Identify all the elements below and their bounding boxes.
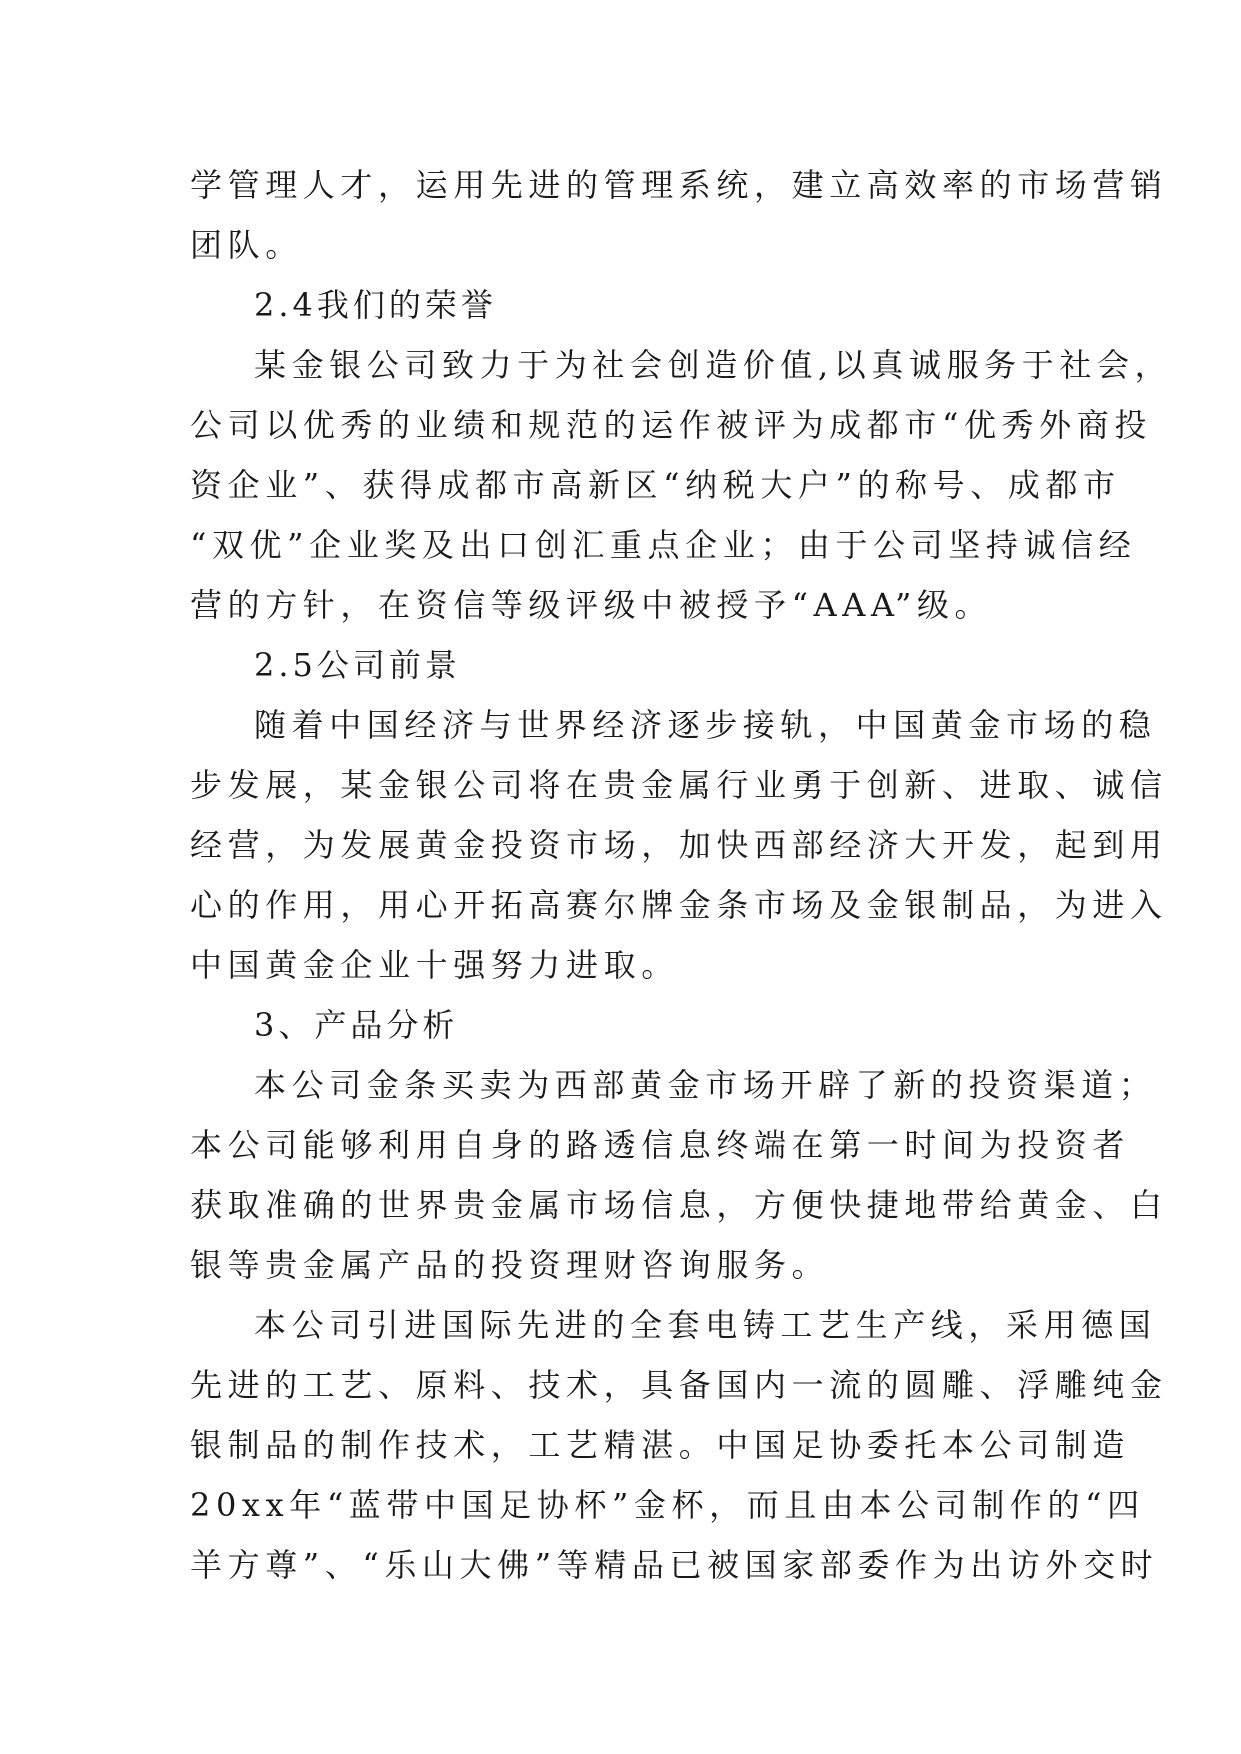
paragraph-line: 心的作用，用心开拓高赛尔牌金条市场及金银制品，为进入	[190, 886, 1168, 924]
section-heading: 2.4我们的荣誉	[254, 286, 497, 324]
paragraph-line: 学管理人才，运用先进的管理系统，建立高效率的市场营销	[190, 166, 1168, 204]
paragraph-line: 银等贵金属产品的投资理财咨询服务。	[190, 1246, 830, 1284]
paragraph-line: 团队。	[190, 226, 303, 264]
section-heading: 3、产品分析	[254, 1006, 459, 1044]
paragraph-line: 本公司能够利用自身的路透信息终端在第一时间为投资者	[190, 1126, 1131, 1164]
body-text	[190, 155, 1173, 1595]
paragraph-line: 银制品的制作技术，工艺精湛。中国足协委托本公司制造	[190, 1426, 1131, 1464]
paragraph-line: 中国黄金企业十强努力进取。	[190, 946, 679, 984]
paragraph-line: “双优”企业奖及出口创汇重点企业；由于公司坚持诚信经	[190, 526, 1137, 564]
paragraph-line: 先进的工艺、原料、技术，具备国内一流的圆雕、浮雕纯金	[190, 1366, 1168, 1404]
paragraph-line: 羊方尊”、“乐山大佛”等精品已被国家部委作为出访外交时	[190, 1546, 1159, 1584]
paragraph-line: 20xx年“蓝带中国足协杯”金杯，而且由本公司制作的“四	[190, 1486, 1145, 1524]
paragraph-line: 本公司金条买卖为西部黄金市场开辟了新的投资渠道；	[254, 1066, 1157, 1104]
paragraph-line: 某金银公司致力于为社会创造价值,以真诚服务于社会，	[254, 346, 1173, 384]
paragraph-line: 获取准确的世界贵金属市场信息，方便快捷地带给黄金、白	[190, 1186, 1168, 1224]
paragraph-line: 步发展，某金银公司将在贵金属行业勇于创新、进取、诚信	[190, 766, 1168, 804]
paragraph-line: 公司以优秀的业绩和规范的运作被评为成都市“优秀外商投	[190, 406, 1152, 444]
paragraph-line: 资企业”、获得成都市高新区“纳税大户”的称号、成都市	[190, 466, 1121, 504]
paragraph-line: 营的方针，在资信等级评级中被授予“AAA”级。	[190, 586, 993, 624]
paragraph-line: 经营，为发展黄金投资市场，加快西部经济大开发，起到用	[190, 826, 1168, 864]
section-heading: 2.5公司前景	[254, 646, 461, 684]
paragraph-line: 随着中国经济与世界经济逐步接轨，中国黄金市场的稳	[254, 706, 1157, 744]
paragraph-line: 本公司引进国际先进的全套电铸工艺生产线，采用德国	[254, 1306, 1157, 1344]
